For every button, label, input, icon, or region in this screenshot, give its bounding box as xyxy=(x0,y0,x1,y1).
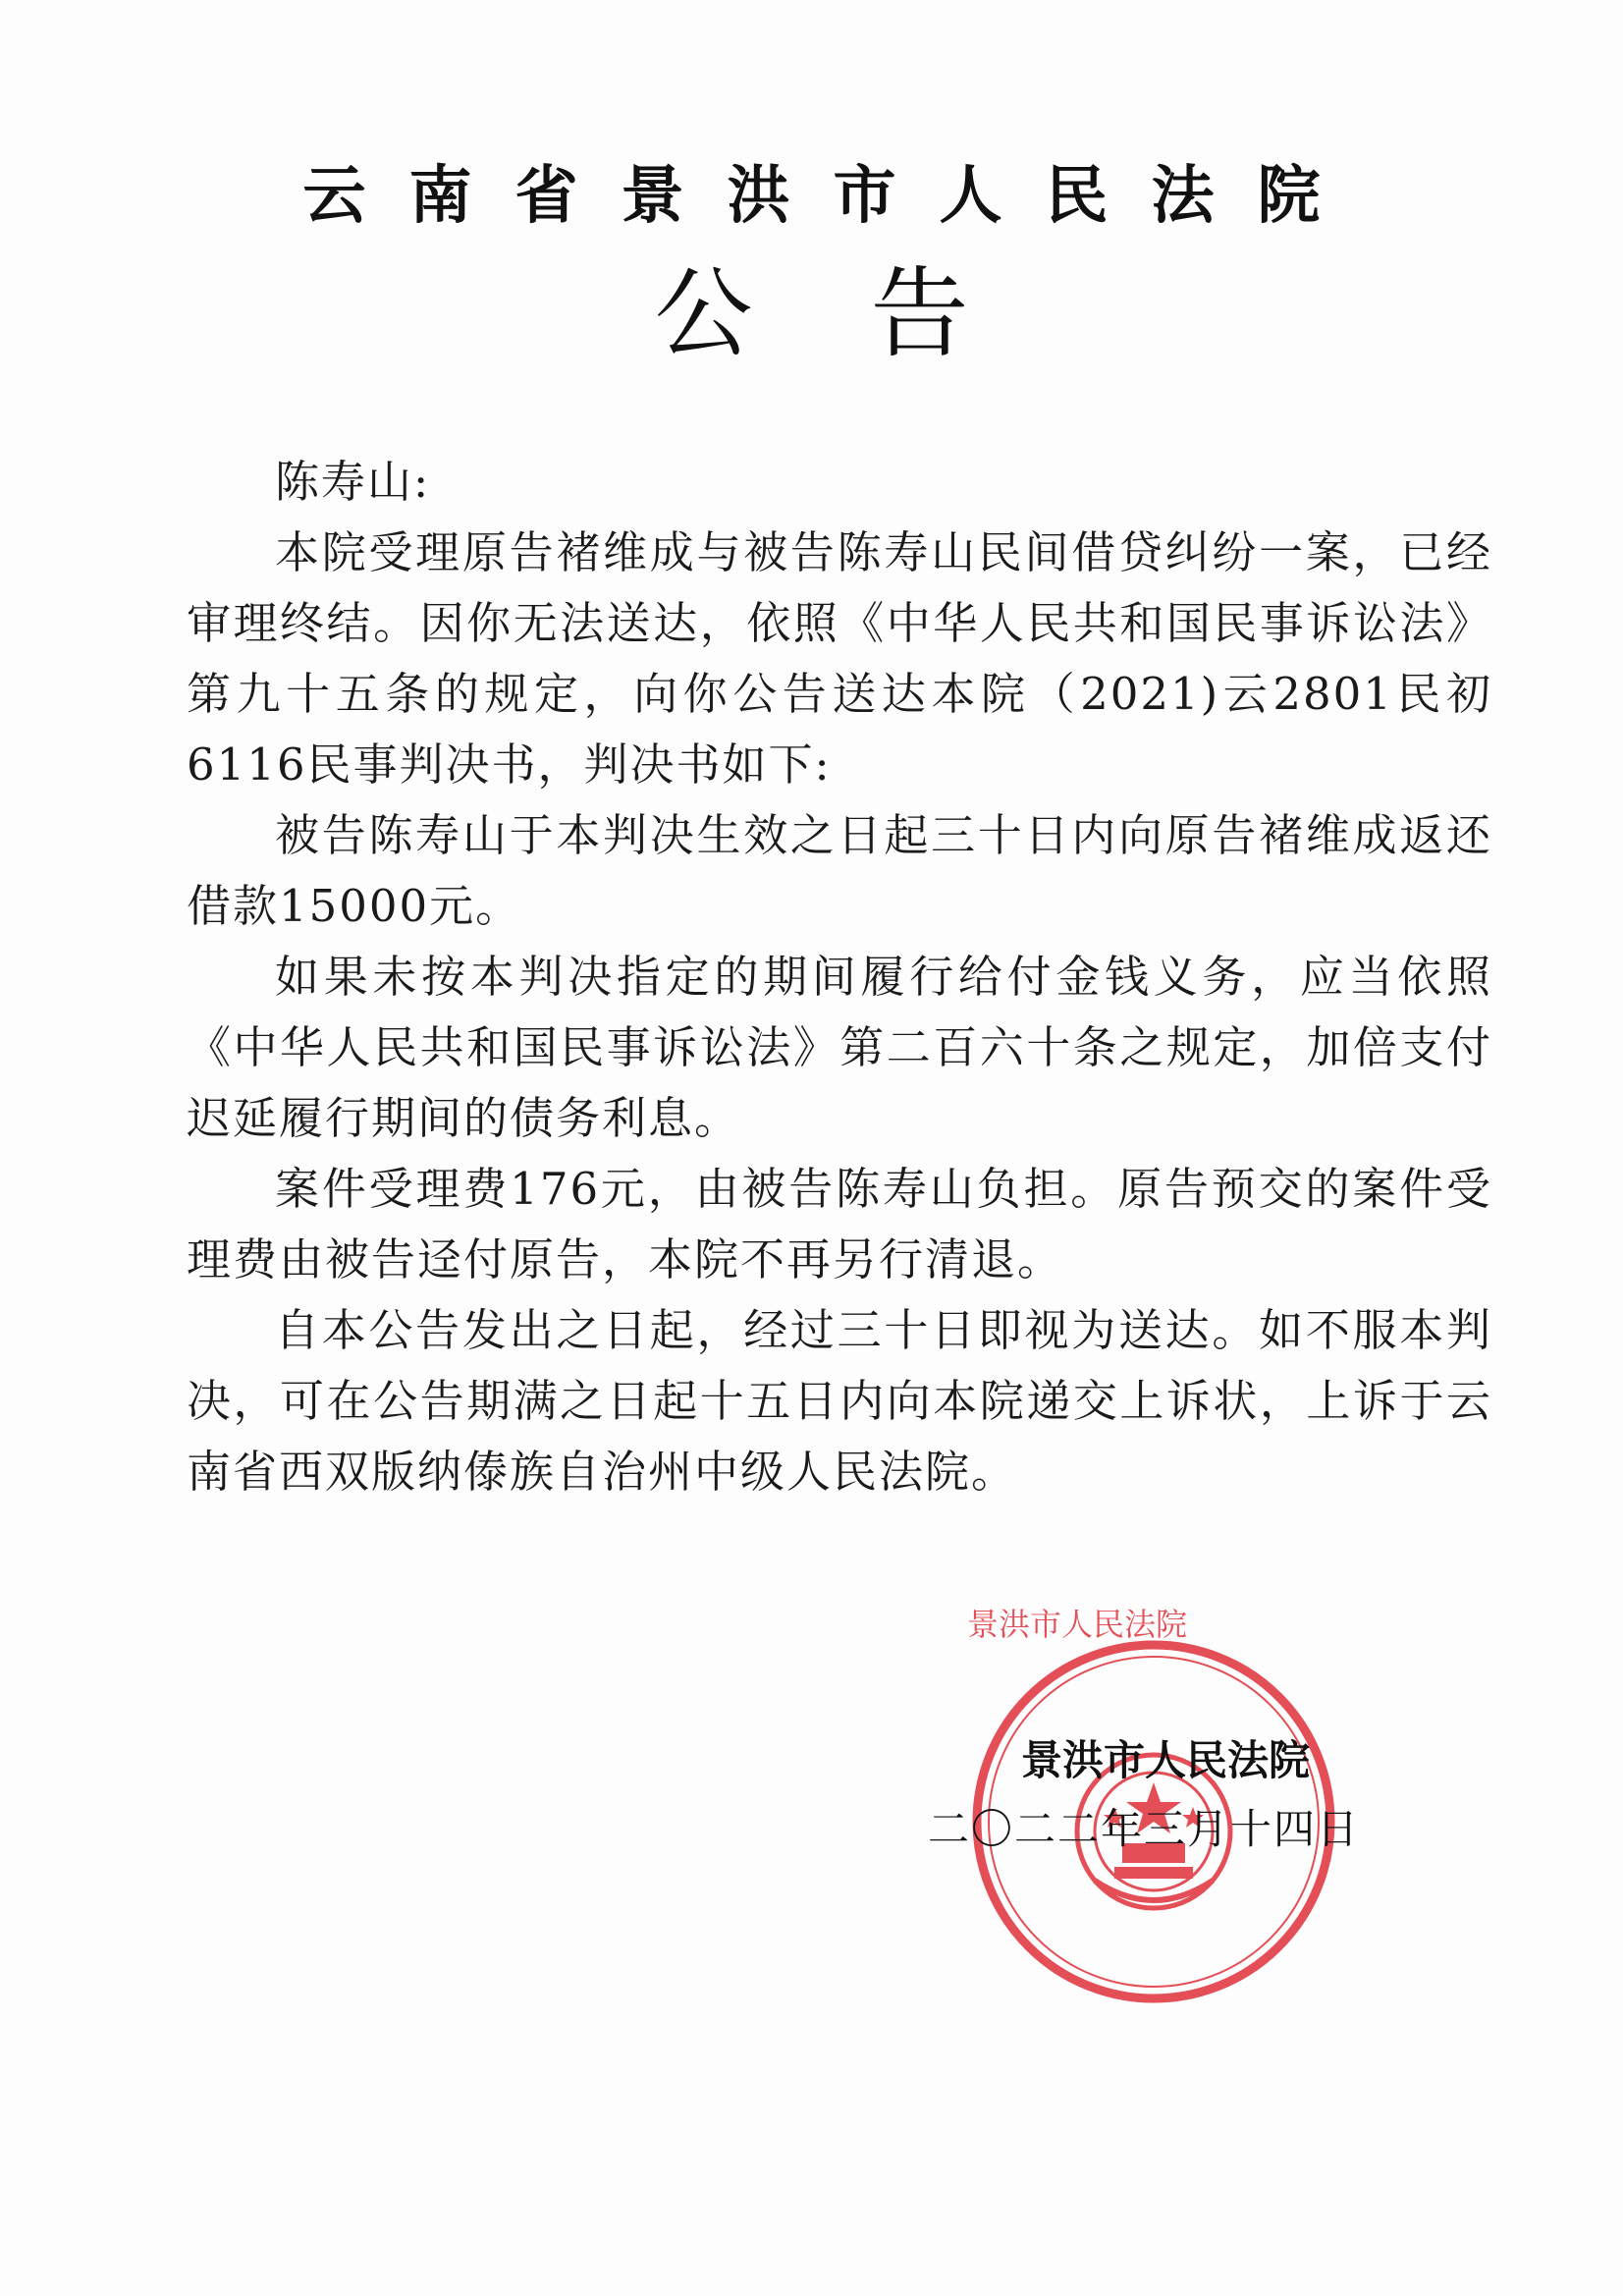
seal-text: 景洪市人民法院 xyxy=(967,1606,1188,1643)
paragraph-case-info: 本院受理原告褚维成与被告陈寿山民间借贷纠纷一案，已经审理终结。因你无法送达，依照《中华人民共和国民事诉讼法》第九十五条的规定，向你公告送达本院（2021)云2801民初6116民事判决书，判决书如下: xyxy=(187,526,1492,791)
paragraph-delay-interest: 如果未按本判决指定的期间履行给付金钱义务，应当依照《中华人民共和国民事诉讼法》第二百六十条之规定，加倍支付迟延履行期间的债务利息。 xyxy=(187,951,1492,1144)
notice-body xyxy=(187,447,1492,1507)
signature-date: 二〇二二年三月十四日 xyxy=(928,1805,1361,1853)
salutation: 陈寿山: xyxy=(275,456,431,508)
paragraph-fee: 案件受理费176元，由被告陈寿山负担。原告预交的案件受理费由被告迳付原告，本院不再另行清退。 xyxy=(187,1163,1492,1285)
document-type-title: 公告 xyxy=(654,256,1087,371)
paragraph-judgment: 被告陈寿山于本判决生效之日起三十日内向原告褚维成返还借款15000元。 xyxy=(187,809,1492,932)
signature-court: 景洪市人民法院 xyxy=(1021,1736,1311,1784)
court-title: 云南省景洪市人民法院 xyxy=(302,159,1364,233)
paragraph-appeal: 自本公告发出之日起，经过三十日即视为送达。如不服本判决，可在公告期满之日起十五日内向本院递交上诉状，上诉于云南省西双版纳傣族自治州中级人民法院。 xyxy=(187,1304,1492,1498)
